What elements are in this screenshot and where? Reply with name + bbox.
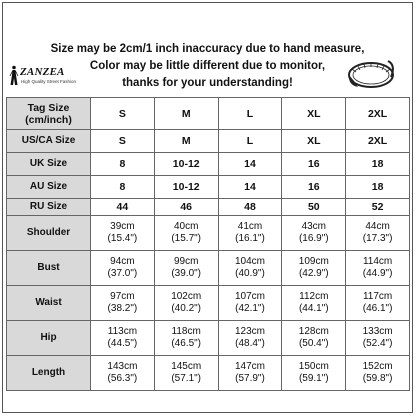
inch-value: (57.1") bbox=[171, 373, 202, 384]
row-label: Hip bbox=[7, 321, 91, 356]
table-cell bbox=[218, 286, 282, 321]
inch-value: (40.9") bbox=[235, 268, 265, 279]
table-cell bbox=[218, 216, 282, 251]
table-cell: L bbox=[218, 130, 282, 153]
size-s: S bbox=[91, 98, 155, 130]
table-cell: 52 bbox=[346, 199, 410, 216]
inch-value: (48.4") bbox=[235, 338, 265, 349]
table-cell: 14 bbox=[218, 153, 282, 176]
notice bbox=[43, 41, 372, 92]
brand-logo bbox=[9, 65, 77, 91]
table-cell bbox=[154, 356, 218, 391]
row-label: Bust bbox=[7, 251, 91, 286]
row-label: US/CA Size bbox=[7, 130, 91, 153]
row-label: Length bbox=[7, 356, 91, 391]
notice-line-3: thanks for your understanding! bbox=[122, 77, 293, 89]
table-row bbox=[7, 356, 410, 391]
size-chart-frame bbox=[2, 2, 413, 413]
table-cell: 2XL bbox=[346, 130, 410, 153]
table-cell: 16 bbox=[282, 176, 346, 199]
table-row bbox=[7, 321, 410, 356]
cm-value: 44cm bbox=[365, 221, 390, 232]
table-cell bbox=[346, 321, 410, 356]
table-cell bbox=[154, 216, 218, 251]
size-table bbox=[6, 97, 410, 391]
table-cell: 50 bbox=[282, 199, 346, 216]
cm-value: 114cm bbox=[362, 256, 393, 267]
table-row bbox=[7, 176, 410, 199]
cm-value: 118cm bbox=[171, 326, 201, 337]
size-2xl: 2XL bbox=[346, 98, 410, 130]
inch-value: (59.1") bbox=[298, 373, 329, 384]
table-cell: S bbox=[91, 130, 155, 153]
table-cell bbox=[91, 321, 155, 356]
cm-value: 109cm bbox=[298, 256, 329, 267]
table-cell bbox=[91, 251, 155, 286]
table-cell bbox=[218, 356, 282, 391]
cm-value: 123cm bbox=[234, 326, 265, 337]
table-cell: 18 bbox=[346, 176, 410, 199]
cm-value: 128cm bbox=[298, 326, 329, 337]
notice-line-1: Size may be 2cm/1 inch inaccuracy due to hand measure, bbox=[50, 43, 365, 55]
inch-value: (38.2") bbox=[107, 303, 138, 314]
cm-value: 152cm bbox=[362, 361, 393, 372]
inch-value: (56.3") bbox=[107, 373, 138, 384]
inch-value: (42.1") bbox=[235, 303, 265, 314]
inch-value: (17.3") bbox=[362, 233, 393, 244]
cm-value: 102cm bbox=[171, 291, 202, 302]
table-cell: 18 bbox=[346, 153, 410, 176]
table-cell bbox=[154, 251, 218, 286]
cm-value: 107cm bbox=[234, 291, 265, 302]
cm-value: 117cm bbox=[362, 291, 393, 302]
inch-value: (44.1") bbox=[298, 303, 329, 314]
measuring-tape-icon bbox=[344, 55, 398, 93]
row-label: RU Size bbox=[7, 199, 91, 216]
table-cell bbox=[346, 216, 410, 251]
cm-value: 113cm bbox=[107, 326, 138, 337]
table-cell bbox=[91, 356, 155, 391]
inch-value: (59.8") bbox=[362, 373, 393, 384]
tag-size-label: Tag Size (cm/inch) bbox=[7, 98, 91, 130]
size-m: M bbox=[154, 98, 218, 130]
inch-value: (46.5") bbox=[171, 338, 202, 349]
notice-line-2: Color may be little different due to monitor, bbox=[89, 60, 326, 72]
table-cell bbox=[346, 251, 410, 286]
table-cell: XL bbox=[282, 130, 346, 153]
cm-value: 112cm bbox=[299, 291, 329, 302]
table-cell bbox=[282, 216, 346, 251]
cm-value: 43cm bbox=[301, 221, 327, 232]
table-cell bbox=[91, 216, 155, 251]
table-cell: 44 bbox=[91, 199, 155, 216]
table-cell: 46 bbox=[154, 199, 218, 216]
cm-value: 145cm bbox=[171, 361, 202, 372]
inch-value: (16.9") bbox=[298, 233, 329, 244]
inch-value: (16.1") bbox=[235, 233, 265, 244]
table-cell bbox=[282, 321, 346, 356]
table-row bbox=[7, 251, 410, 286]
table-cell: 8 bbox=[91, 153, 155, 176]
cm-value: 133cm bbox=[362, 326, 393, 337]
table-cell: 48 bbox=[218, 199, 282, 216]
cm-value: 40cm bbox=[173, 221, 199, 232]
table-cell bbox=[282, 356, 346, 391]
table-cell bbox=[282, 286, 346, 321]
row-label: Waist bbox=[7, 286, 91, 321]
cm-value: 147cm bbox=[234, 361, 265, 372]
table-row bbox=[7, 286, 410, 321]
table-row bbox=[7, 199, 410, 216]
table-cell: 14 bbox=[218, 176, 282, 199]
cm-value: 94cm bbox=[110, 256, 135, 267]
cm-value: 99cm bbox=[173, 256, 199, 267]
table-cell bbox=[154, 286, 218, 321]
cm-value: 97cm bbox=[110, 291, 135, 302]
inch-value: (40.2") bbox=[171, 303, 202, 314]
size-l: L bbox=[218, 98, 282, 130]
cm-value: 41cm bbox=[237, 221, 263, 232]
inch-value: (46.1") bbox=[362, 303, 393, 314]
row-label: Shoulder bbox=[7, 216, 91, 251]
table-cell bbox=[282, 251, 346, 286]
inch-value: (44.9") bbox=[362, 268, 393, 279]
inch-value: (50.4") bbox=[298, 338, 329, 349]
table-cell: 16 bbox=[282, 153, 346, 176]
inch-value: (42.9") bbox=[298, 268, 329, 279]
model-figure-icon bbox=[9, 65, 19, 87]
row-label: AU Size bbox=[7, 176, 91, 199]
table-row bbox=[7, 153, 410, 176]
table-cell bbox=[218, 321, 282, 356]
cm-value: 143cm bbox=[107, 361, 138, 372]
table-cell: 10-12 bbox=[154, 176, 218, 199]
cm-value: 104cm bbox=[234, 256, 265, 267]
table-cell: 10-12 bbox=[154, 153, 218, 176]
table-cell bbox=[346, 356, 410, 391]
table-row bbox=[7, 216, 410, 251]
inch-value: (37.0") bbox=[107, 268, 138, 279]
inch-value: (57.9") bbox=[235, 373, 265, 384]
table-cell bbox=[154, 321, 218, 356]
brand-name: ZANZEA bbox=[20, 66, 65, 78]
header bbox=[3, 3, 412, 95]
table-cell: M bbox=[154, 130, 218, 153]
size-xl: XL bbox=[282, 98, 346, 130]
row-label: UK Size bbox=[7, 153, 91, 176]
inch-value: (15.4") bbox=[107, 233, 138, 244]
table-cell bbox=[91, 286, 155, 321]
table-row bbox=[7, 130, 410, 153]
inch-value: (15.7") bbox=[171, 233, 202, 244]
table-header-row bbox=[7, 98, 410, 130]
table-cell: 8 bbox=[91, 176, 155, 199]
table-cell bbox=[346, 286, 410, 321]
cm-value: 150cm bbox=[298, 361, 329, 372]
inch-value: (52.4") bbox=[362, 338, 393, 349]
table-cell bbox=[218, 251, 282, 286]
inch-value: (44.5") bbox=[107, 338, 138, 349]
cm-value: 39cm bbox=[110, 221, 135, 232]
brand-tagline: High Quality Street Fashion bbox=[21, 79, 77, 84]
inch-value: (39.0") bbox=[171, 268, 202, 279]
